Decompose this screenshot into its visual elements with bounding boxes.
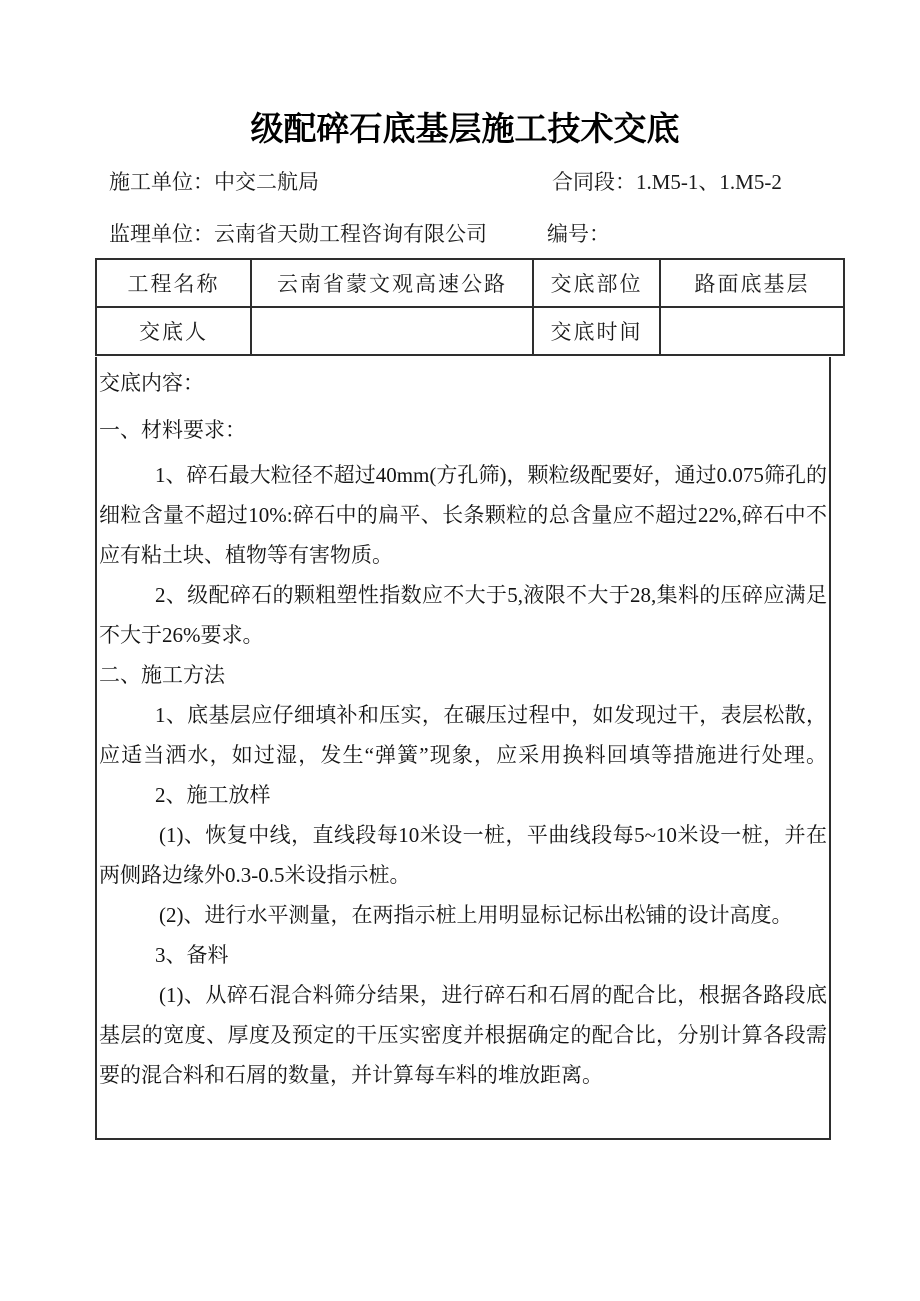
supervision-unit bbox=[109, 219, 487, 249]
contract-section-value: 1.M5-1、1.M5-2 bbox=[636, 170, 782, 194]
info-row-1 bbox=[95, 167, 835, 197]
supervision-unit-value: 云南省天勋工程咨询有限公司 bbox=[214, 222, 487, 246]
content-line: (1)、恢复中线，直线段每10米设一桩，平曲线段每5~10米设一桩，并在 bbox=[159, 823, 827, 847]
content-line: 应适当洒水，如过湿，发生“弹簧”现象，应采用换料回填等措施进行处理。 bbox=[99, 743, 827, 767]
disclosure-time-value-cell bbox=[660, 307, 844, 355]
construction-unit-value: 中交二航局 bbox=[214, 170, 319, 194]
document-title: 级配碎石底基层施工技术交底 bbox=[250, 112, 680, 148]
content-line: 3、备料 bbox=[155, 943, 229, 967]
content-lines bbox=[97, 410, 829, 1095]
content-line: 2、级配碎石的颗粗塑性指数应不大于5,液限不大于28,集料的压碎应满足 bbox=[155, 583, 827, 607]
construction-unit bbox=[109, 167, 319, 197]
contract-section-label: 合同段： bbox=[552, 170, 636, 194]
content-line: (1)、从碎石混合料筛分结果，进行碎石和石屑的配合比，根据各路段底 bbox=[159, 983, 827, 1007]
content-line: 应有粘土块、植物等有害物质。 bbox=[99, 543, 393, 567]
contract-section bbox=[552, 167, 782, 197]
project-name-label-cell: 工程名称 bbox=[96, 259, 251, 307]
content-line: 一、材料要求： bbox=[99, 418, 246, 442]
info-row-2 bbox=[95, 219, 835, 249]
content-line: 1、碎石最大粒径不超过40mm(方孔筛)，颗粒级配要好，通过0.075筛孔的 bbox=[155, 463, 827, 487]
table-row bbox=[96, 307, 844, 355]
content-line: 要的混合料和石屑的数量，并计算每车料的堆放距离。 bbox=[99, 1063, 603, 1087]
disclosure-part-label-cell: 交底部位 bbox=[533, 259, 660, 307]
doc-number-label: 编号： bbox=[547, 222, 610, 246]
content-line: 2、施工放样 bbox=[155, 783, 271, 807]
content-line: (2)、进行水平测量，在两指示桩上用明显标记标出松铺的设计高度。 bbox=[159, 903, 793, 927]
construction-unit-label: 施工单位： bbox=[109, 170, 214, 194]
disclosure-time-label-cell: 交底时间 bbox=[533, 307, 660, 355]
content-line: 不大于26%要求。 bbox=[99, 623, 264, 647]
table-row bbox=[96, 259, 844, 307]
content-line: 二、施工方法 bbox=[99, 663, 225, 687]
content-line: 细粒含量不超过10%:碎石中的扁平、长条颗粒的总含量应不超过22%,碎石中不 bbox=[99, 503, 827, 527]
doc-number bbox=[547, 219, 610, 249]
content-label: 交底内容： bbox=[99, 371, 204, 395]
disclosure-content-box bbox=[95, 357, 831, 1140]
content-line: 1、底基层应仔细填补和压实，在碾压过程中，如发现过干，表层松散， bbox=[155, 703, 827, 727]
header-table bbox=[95, 258, 845, 356]
content-line: 两侧路边缘外0.3-0.5米设指示桩。 bbox=[99, 863, 411, 887]
content-line: 基层的宽度、厚度及预定的干压实密度并根据确定的配合比，分别计算各段需 bbox=[99, 1023, 827, 1047]
project-name-value-cell: 云南省蒙文观高速公路 bbox=[251, 259, 533, 307]
supervision-unit-label: 监理单位： bbox=[109, 222, 214, 246]
discloser-value-cell bbox=[251, 307, 533, 355]
discloser-label-cell: 交底人 bbox=[96, 307, 251, 355]
disclosure-part-value-cell: 路面底基层 bbox=[660, 259, 844, 307]
